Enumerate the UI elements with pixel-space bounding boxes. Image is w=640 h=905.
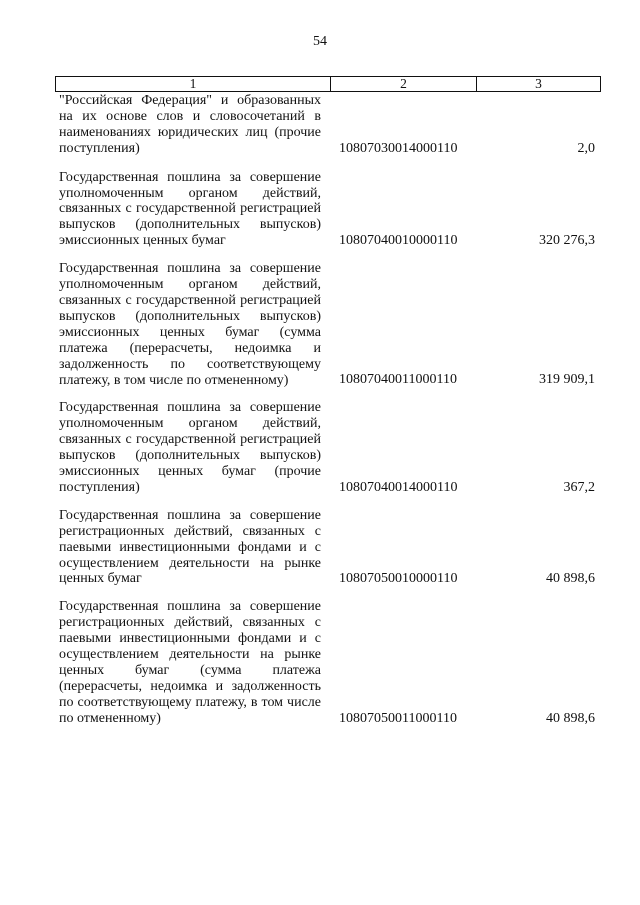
table-row <box>59 170 597 250</box>
row-description: Государственная пошлина за совершение регистрационных действий, связанных с паевыми инвестиционными фондами и с осуществлением деятельности на рынке ценных бумаг (сумма платежа (перерасчеты, недоимка и задолженность по соответствующему платежу, в том числе по отмененному) <box>59 599 321 726</box>
row-description: Государственная пошлина за совершение регистрационных действий, связанных с паевыми инвестиционными фондами и с осуществлением деятельности на рынке ценных бумаг <box>59 507 321 587</box>
header-col-3: 3 <box>535 76 542 91</box>
header-col-2: 2 <box>331 77 477 91</box>
row-code: 10807040011000110 <box>339 372 457 388</box>
row-amount: 2,0 <box>577 140 595 156</box>
row-code: 10807040010000110 <box>339 233 458 249</box>
table-row <box>59 261 597 388</box>
header-col-1: 1 <box>56 77 331 91</box>
row-amount: 367,2 <box>563 479 595 495</box>
row-amount: 40 898,6 <box>546 710 595 726</box>
row-description: Государственная пошлина за совершение уполномоченным органом действий, связанных с государственной регистрацией выпусков (дополнительных выпусков) эмиссионных ценных бумаг <box>59 169 321 249</box>
table-header <box>55 76 601 92</box>
table-row <box>59 508 597 588</box>
row-amount: 319 909,1 <box>539 372 595 388</box>
row-code: 10807030014000110 <box>339 140 458 156</box>
row-amount: 320 276,3 <box>539 233 595 249</box>
row-code: 10807050011000110 <box>339 710 457 726</box>
row-code: 10807050010000110 <box>339 571 458 587</box>
table-row <box>59 93 597 157</box>
table-row <box>59 599 597 726</box>
page-number: 54 <box>313 34 327 49</box>
table-body <box>59 93 597 739</box>
row-description: Государственная пошлина за совершение уполномоченным органом действий, связанных с государственной регистрацией выпусков (дополнительных выпусков) эмиссионных ценных бумаг (сумма платежа (перерасчеты, недоимка и задолженность по соответствующему платежу, в том числе по отмененному) <box>59 261 321 388</box>
row-amount: 40 898,6 <box>546 571 595 587</box>
row-description: "Российская Федерация" и образованных на их основе слов и словосочетаний в наименованиях юридических лиц (прочие поступления) <box>59 93 321 156</box>
row-code: 10807040014000110 <box>339 479 458 495</box>
table-row <box>59 400 597 495</box>
row-description: Государственная пошлина за совершение уполномоченным органом действий, связанных с государственной регистрацией выпусков (дополнительных выпусков) эмиссионных ценных бумаг (прочие поступления) <box>59 400 321 495</box>
